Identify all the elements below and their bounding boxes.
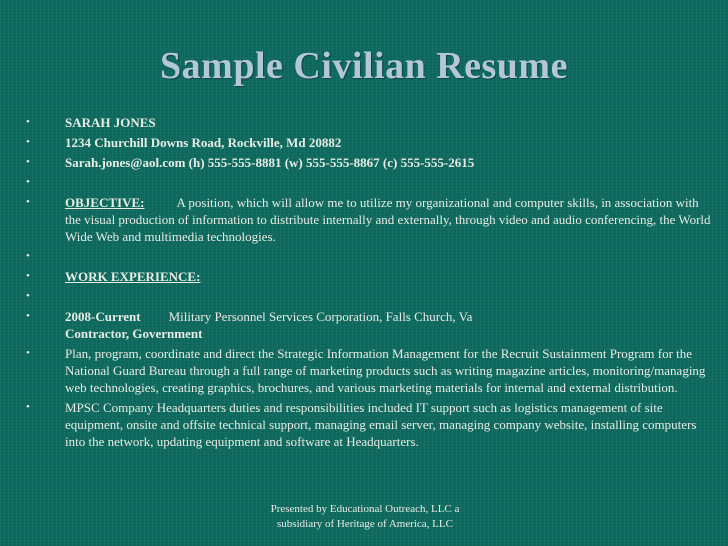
applicant-name: SARAH JONES [65, 115, 156, 130]
list-item-empty [22, 248, 712, 265]
list-item-duty [22, 345, 712, 396]
bullet: • [26, 401, 30, 413]
job-employer: Military Personnel Services Corporation, Falls Church, Va [168, 309, 473, 324]
list-item-objective [22, 194, 712, 245]
bullet: • [26, 290, 30, 302]
bullet: • [26, 196, 30, 208]
list-item-empty [22, 288, 712, 305]
bullet: • [26, 347, 30, 359]
job-position: Contractor, Government [65, 326, 203, 341]
objective-label: OBJECTIVE: [65, 195, 145, 210]
applicant-address: 1234 Churchill Downs Road, Rockville, Md 20882 [65, 135, 342, 150]
list-item-empty [22, 174, 712, 191]
objective-text: A position, which will allow me to utilize my organizational and computer skills, in association with the visual production of information to distribute internally and externally, through video and audio conferencing, the World Wide Web and multimedia technologies. [65, 195, 711, 244]
list-item-name [22, 114, 712, 131]
list-item-job [22, 308, 712, 342]
footer-line: Presented by Educational Outreach, LLC a [270, 503, 460, 515]
bullet: • [26, 116, 30, 128]
slide-footer [220, 502, 510, 532]
resume-list [22, 114, 712, 450]
bullet: • [26, 310, 30, 322]
job-dates: 2008-Current [65, 309, 141, 324]
bullet: • [26, 156, 30, 168]
bullet: • [26, 270, 30, 282]
list-item-address [22, 134, 712, 151]
bullet: • [26, 176, 30, 188]
list-item-work-experience [22, 268, 712, 285]
slide-title: Sample Civilian Resume [160, 45, 568, 87]
applicant-contact: Sarah.jones@aol.com (h) 555-555-8881 (w) 555-555-8867 (c) 555-555-2615 [65, 155, 475, 170]
bullet: • [26, 136, 30, 148]
duty-text: Plan, program, coordinate and direct the Strategic Information Management for the Recruit Sustainment Program for the National Guard Bureau through a full range of marketing products such as writing magazine articles, monitoring/managing web technologies, creating graphics, brochures, and various marketing materials for internal and external distribution. [65, 346, 706, 395]
footer-line: subsidiary of Heritage of America, LLC [277, 518, 453, 530]
list-item-contact [22, 154, 712, 171]
work-experience-heading: WORK EXPERIENCE: [65, 269, 201, 284]
list-item-duty [22, 399, 712, 450]
duty-text: MPSC Company Headquarters duties and responsibilities included IT support such as logistics management of site equipment, onsite and offsite technical support, managing email server, managing company website, installing computers into the network, updating equipment and software at Headquarters. [65, 400, 697, 449]
bullet: • [26, 250, 30, 262]
